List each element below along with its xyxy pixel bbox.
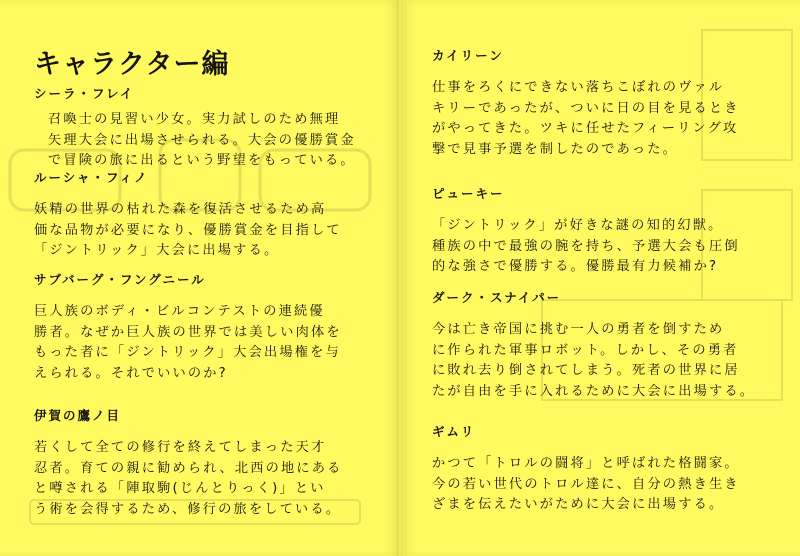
- character-description: 今は亡き帝国に挑む一人の勇者を倒すため に作られた軍事ロボット。しかし、その勇者 に敗れ去り倒されてしまう。死者の世界に居 たが自由を手に入れるために大会に出場する。: [432, 322, 756, 399]
- character-name: ダーク・スナイパー: [432, 290, 562, 305]
- character-entry: [34, 270, 342, 384]
- character-name: サブバーグ・フングニール: [34, 272, 206, 287]
- character-entry: [432, 422, 740, 516]
- character-name: ピューキー: [432, 186, 505, 201]
- character-name: シーラ・フレイ: [34, 86, 135, 101]
- character-description: 巨人族のボディ・ビルコンテストの連続優 勝者。なぜか巨人族の世界では美しい肉体を もった者に「ジントリック」大会出場権を与 えられる。それでいいのか?: [34, 304, 342, 381]
- character-description: 若くして全ての修行を終えてしまった天才 忍者。育ての親に勧められ、北西の地にある と噂される「陣取駒(じんとりっく)」とい う術を会得するため、修行の旅をしている。: [34, 440, 343, 517]
- right-page: [402, 0, 800, 556]
- character-name: ルーシャ・フィノ: [34, 170, 149, 185]
- character-entry: [432, 46, 740, 160]
- character-entry: [34, 406, 343, 520]
- character-description: 妖精の世界の枯れた森を復活させるため高 価な品物が必要になり、優勝賞金を目指して 「ジントリック」大会に出場する。: [34, 202, 342, 258]
- character-entry: [34, 168, 342, 262]
- character-entry: [432, 184, 740, 278]
- character-description: 召喚士の見習い少女。実力試しのため無理 矢理大会に出場させられる。大会の優勝賞金 で冒険の旅に出るという野望をもっている。: [48, 112, 356, 168]
- character-name: ギムリ: [432, 424, 476, 439]
- character-description: かつて「トロルの闘将」と呼ばれた格闘家。 今の若い世代のトロル達に、自分の熱き生き ざまを伝えたいがために大会に出場する。: [432, 456, 740, 512]
- character-description: 仕事をろくにできない落ちこぼれのヴァル キリーであったが、ついに日の目を見るとき がやってきた。ツキに任せたフィーリング攻 撃で見事予選を制したのであった。: [432, 80, 740, 157]
- character-name: 伊賀の鷹ノ目: [34, 408, 122, 423]
- section-title: キャラクター編: [34, 49, 230, 80]
- character-description: 「ジントリック」が好きな謎の知的幻獣。 種族の中で最強の腕を持ち、予選大会も圧倒 的な強さで優勝する。優勝最有力候補か?: [432, 218, 740, 274]
- left-page: [0, 0, 398, 556]
- character-name: カイリーン: [432, 48, 504, 63]
- character-entry: [432, 288, 755, 402]
- character-entry: [34, 84, 356, 172]
